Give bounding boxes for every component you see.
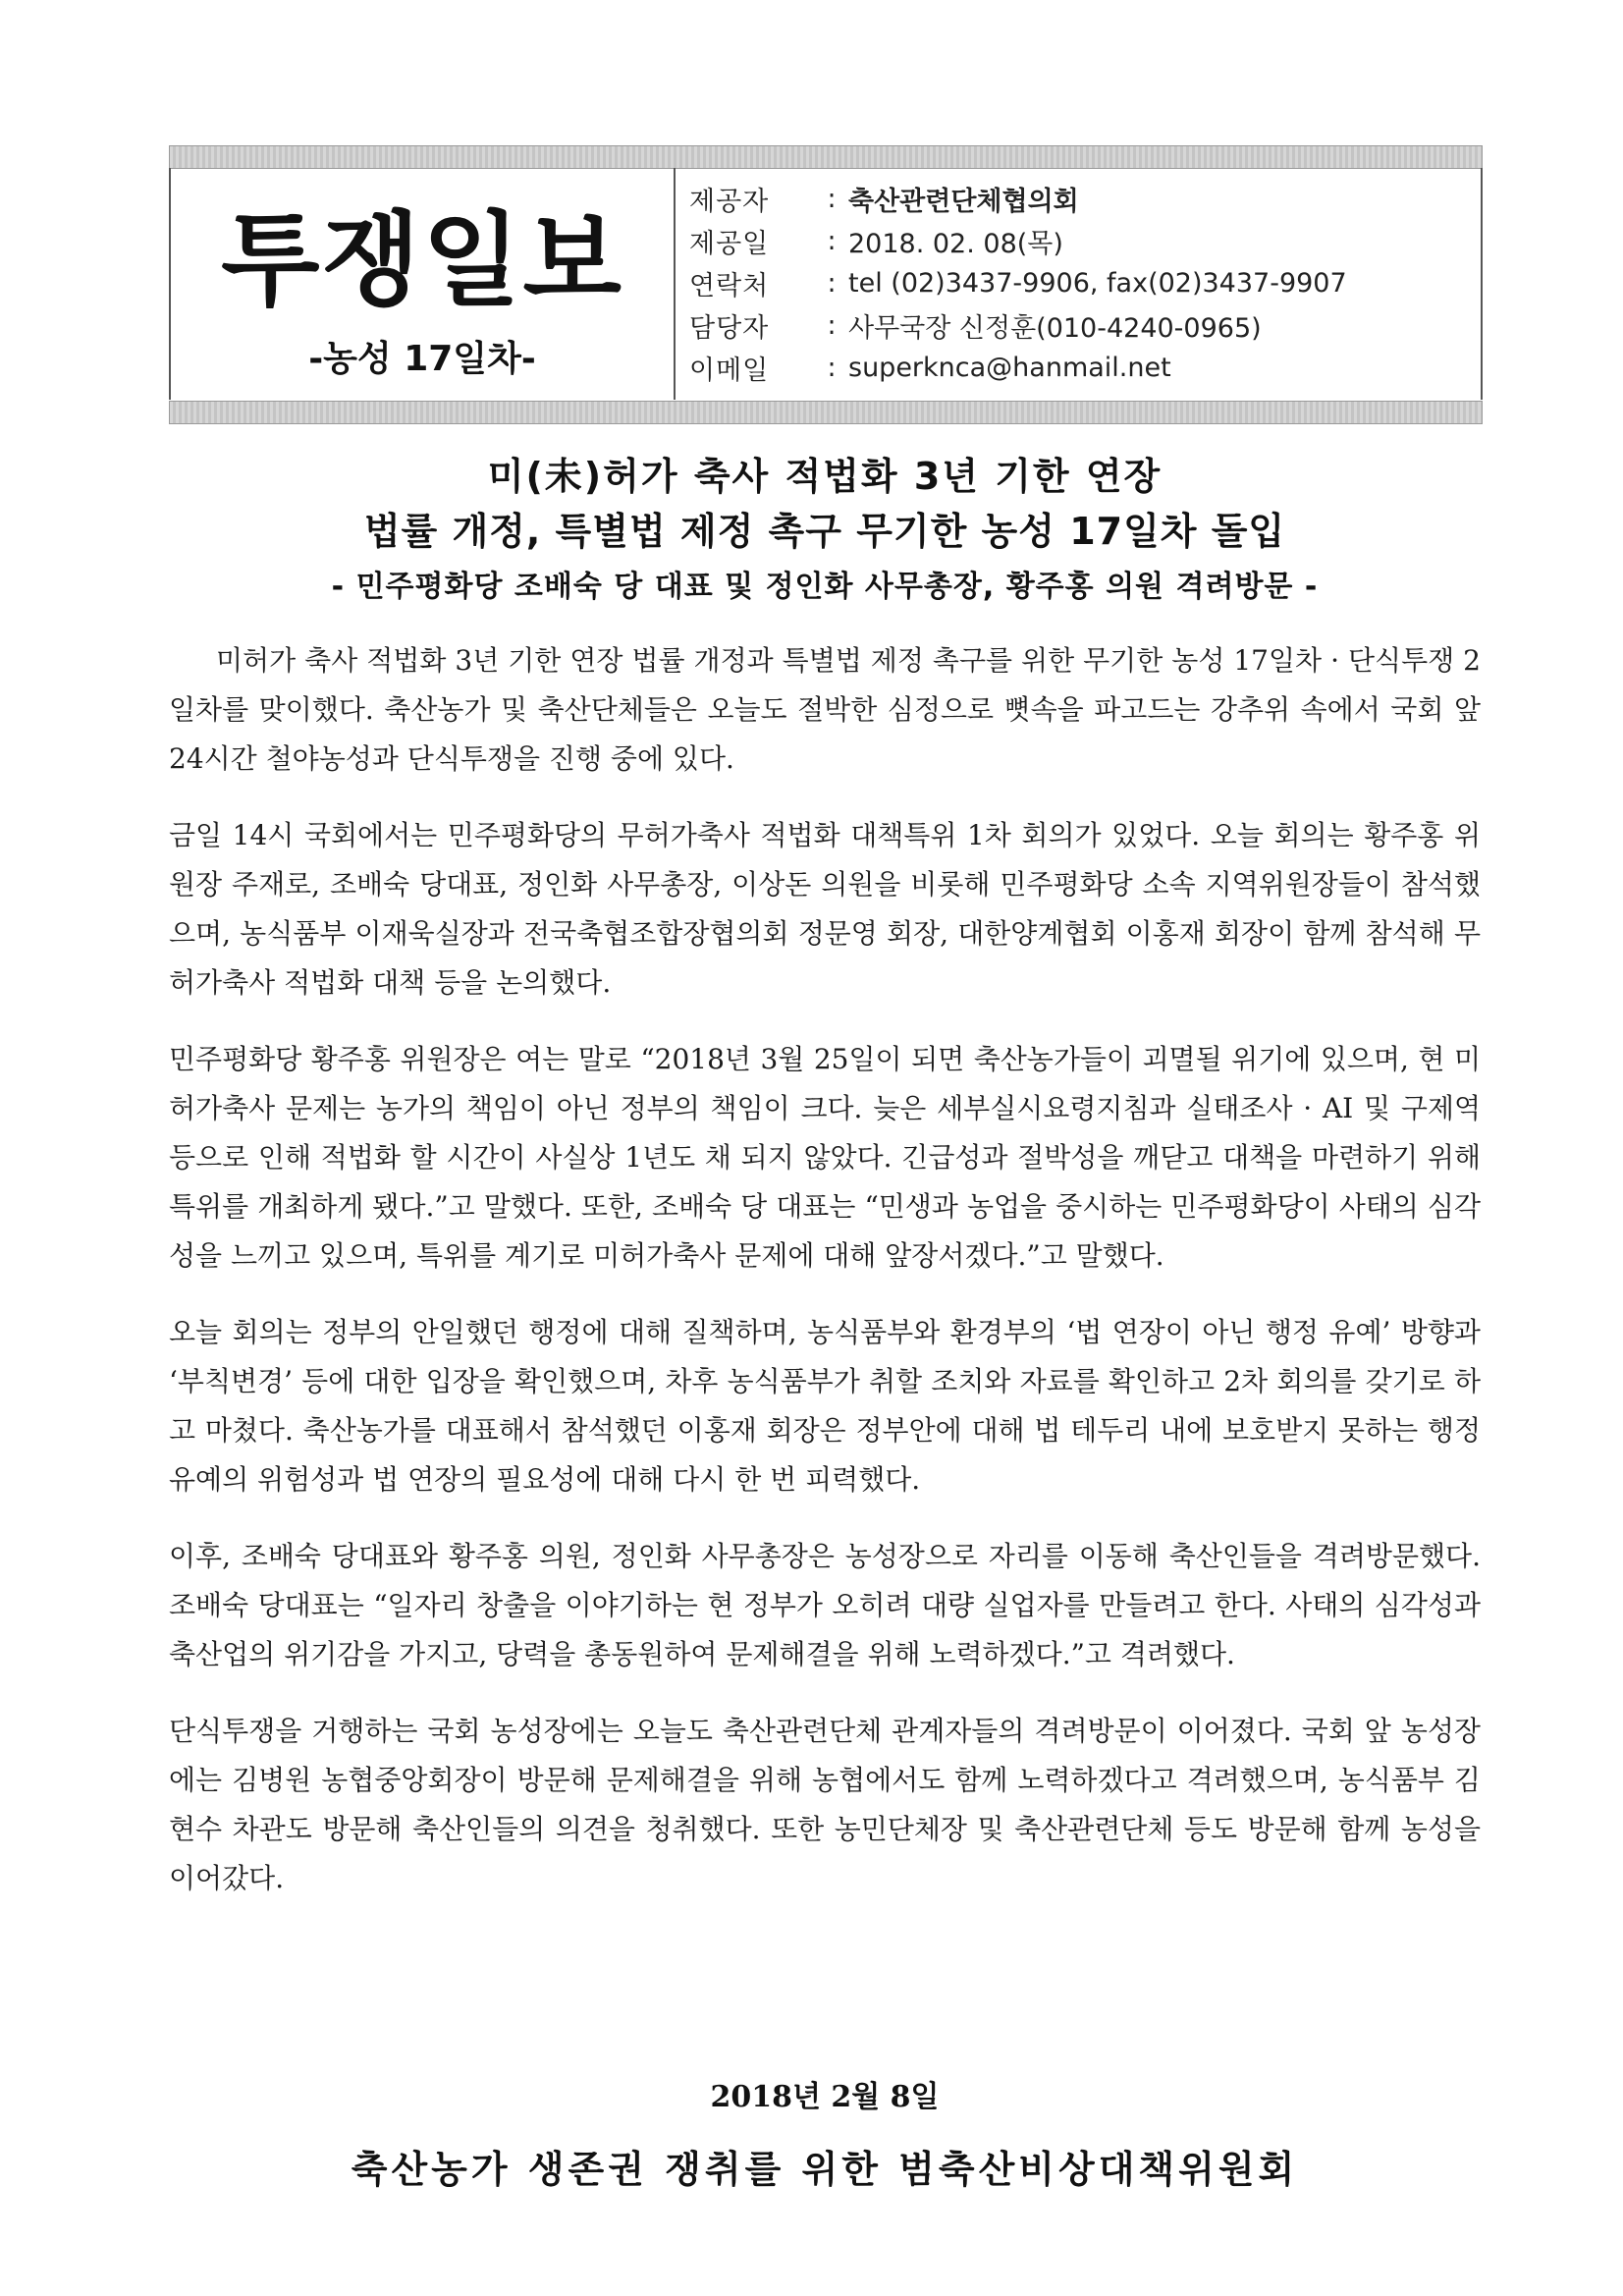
info-row-manager (689, 304, 1455, 347)
info-value: 2018. 02. 08(목) (848, 229, 1063, 259)
info-separator: : (827, 184, 837, 214)
info-value: superknca@hanmail.net (848, 353, 1171, 383)
paragraph: 금일 14시 국회에서는 민주평화당의 무허가축사 적법화 대책특위 1차 회의가 있었다. 오늘 회의는 황주홍 위원장 주재로, 조배숙 당대표, 정인화 사무총장, 이상돈 의원을 비롯해 민주평화당 소속 지역위원장들이 참석했으며, 농식품부 이재욱실장과 전국축협조합장협의회 정문영 회장, 대한양계협회 이홍재 회장이 함께 참석해 무허가축사 적법화 대책 등을 논의했다. (169, 819, 1481, 999)
masthead (171, 168, 676, 400)
release-date: 2018년 2월 8일 (710, 2080, 940, 2114)
info-row-provider (689, 178, 1455, 220)
header-bottom-bar (169, 401, 1483, 424)
headline-secondary: 법률 개정, 특별법 제정 촉구 무기한 농성 17일차 돌입 (363, 510, 1286, 553)
paragraph: 민주평화당 황주홍 위원장은 여는 말로 “2018년 3월 25일이 되면 축산농가들이 괴멸될 위기에 있으며, 현 미허가축사 문제는 농가의 책임이 아닌 정부의 책임이 크다. 늦은 세부실시요령지침과 실태조사 · AI 및 구제역 등으로 인해 적법화 할 시간이 사실상 1년도 채 되지 않았다. 긴급성과 절박성을 깨닫고 대책을 마련하기 위해 특위를 개최하게 됐다.”고 말했다. 또한, 조배숙 당 대표는 “민생과 농업을 중시하는 민주평화당이 사태의 심각성을 느끼고 있으며, 특위를 계기로 미허가축사 문제에 대해 앞장서겠다.”고 말했다. (169, 1043, 1481, 1272)
info-separator: : (827, 268, 837, 299)
info-key: 담당자 (689, 313, 770, 344)
info-row-email (689, 347, 1455, 389)
info-row-contact (689, 262, 1455, 304)
paragraph: 단식투쟁을 거행하는 국회 농성장에는 오늘도 축산관련단체 관계자들의 격려방문이 이어졌다. 국회 앞 농성장에는 김병원 농협중앙회장이 방문해 문제해결을 위해 농협에서도 함께 노력하겠다고 격려했으며, 농식품부 김현수 차관도 방문해 축산인들의 의견을 청취했다. 또한 농민단체장 및 축산관련단체 등도 방문해 함께 농성을 이어갔다. (169, 1715, 1481, 1894)
info-value: tel (02)3437-9906, fax(02)3437-9907 (848, 268, 1347, 299)
info-key: 제공일 (689, 229, 770, 259)
info-table (689, 178, 1455, 389)
article-body (169, 636, 1481, 1931)
info-key: 연락처 (689, 271, 770, 301)
issuer-signature: 축산농가 생존권 쟁취를 위한 범축산비상대책위원회 (351, 2147, 1299, 2191)
headline-main: 미(未)허가 축사 적법화 3년 기한 연장 (487, 455, 1163, 498)
paragraph: 이후, 조배숙 당대표와 황주홍 의원, 정인화 사무총장은 농성장으로 자리를 이동해 축산인들을 격려방문했다. 조배숙 당대표는 “일자리 창출을 이야기하는 현 정부가 오히려 대량 실업자를 만들려고 한다. 사태의 심각성과 축산업의 위기감을 가지고, 당력을 총동원하여 문제해결을 위해 노력하겠다.”고 격려했다. (169, 1540, 1481, 1670)
header-box (169, 168, 1483, 400)
info-value: 사무국장 신정훈(010-4240-0965) (848, 313, 1262, 344)
info-key: 제공자 (689, 187, 770, 217)
paragraph: 오늘 회의는 정부의 안일했던 행정에 대해 질책하며, 농식품부와 환경부의 ‘법 연장이 아닌 행정 유예’ 방향과 ‘부칙변경’ 등에 대한 입장을 확인했으며, 차후 농식품부가 취할 조치와 자료를 확인하고 2차 회의를 갖기로 하고 마쳤다. 축산농가를 대표해서 참석했던 이홍재 회장은 정부안에 대해 법 테두리 내에 보호받지 못하는 행정유예의 위험성과 법 연장의 필요성에 대해 다시 한 번 피력했다. (169, 1316, 1481, 1496)
info-separator: : (827, 226, 837, 256)
masthead-title: 투쟁일보 (221, 200, 623, 320)
masthead-day-label: -농성 17일차- (308, 339, 536, 379)
info-row-date (689, 220, 1455, 262)
info-key: 이메일 (689, 355, 770, 386)
info-value: 축산관련단체협의회 (848, 187, 1079, 217)
headline-subtitle: - 민주평화당 조배숙 당 대표 및 정인화 사무총장, 황주홍 의원 격려방문 - (331, 570, 1319, 604)
info-separator: : (827, 310, 837, 341)
header-top-bar (169, 145, 1483, 169)
paragraph: 미허가 축사 적법화 3년 기한 연장 법률 개정과 특별법 제정 촉구를 위한 무기한 농성 17일차 · 단식투쟁 2일차를 맞이했다. 축산농가 및 축산단체들은 오늘도 절박한 심정으로 뼛속을 파고드는 강추위 속에서 국회 앞 24시간 철야농성과 단식투쟁을 진행 중에 있다. (169, 644, 1481, 775)
info-separator: : (827, 353, 837, 383)
